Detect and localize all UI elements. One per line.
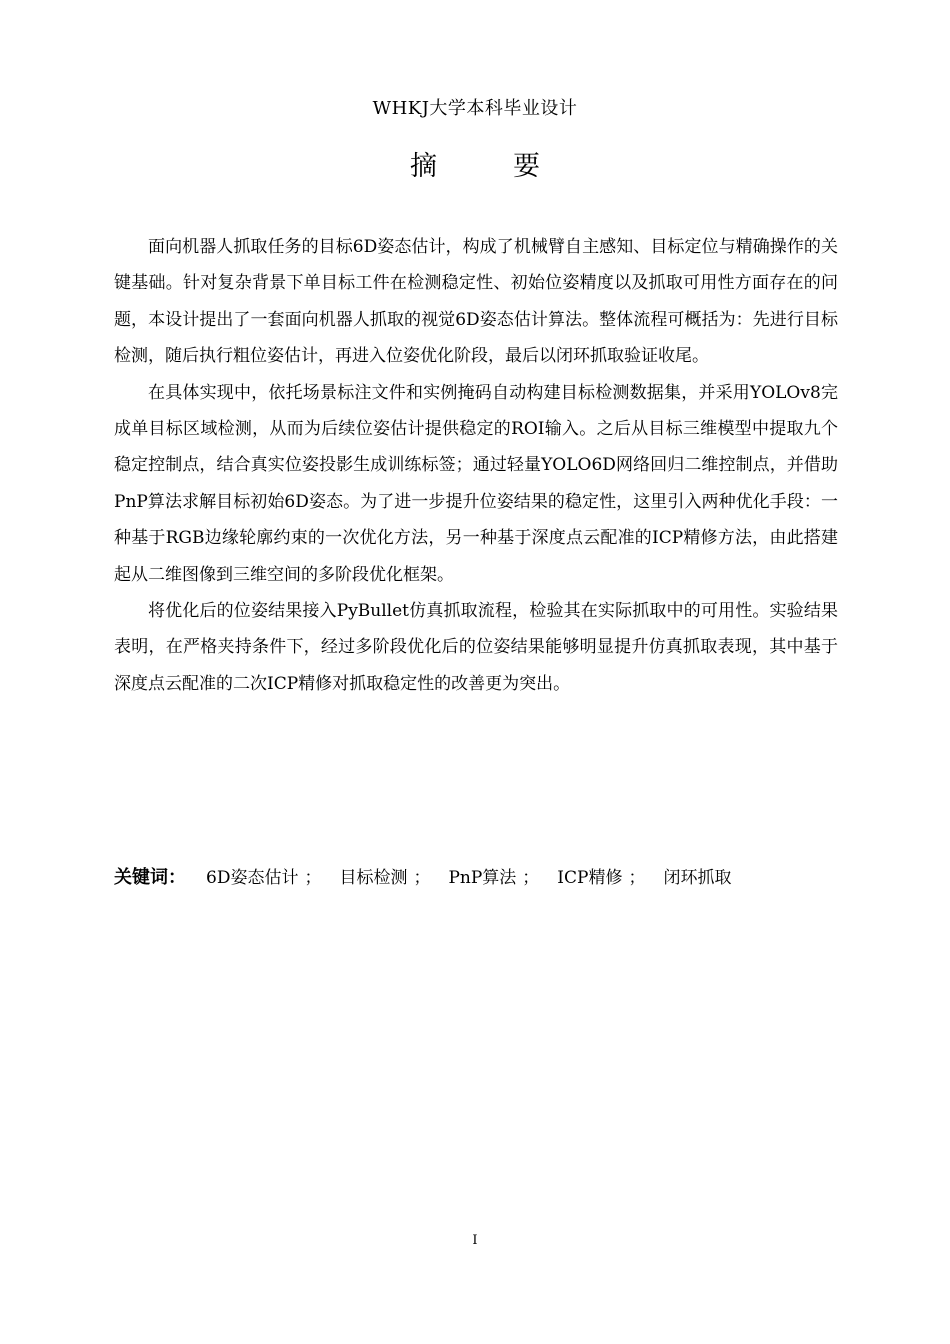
keywords-line <box>114 863 838 893</box>
abstract-title <box>0 144 950 183</box>
keywords-label: 关键词： <box>114 867 186 888</box>
abstract-paragraph-2: 在具体实现中，依托场景标注文件和实例掩码自动构建目标检测数据集，并采用YOLOv8完成单目标区域检测，从而为后续位姿估计提供稳定的ROI输入。之后从目标三维模型中提取九个稳定控制点，结合真实位姿投影生成训练标签；通过轻量YOLO6D网络回归二维控制点，并借助PnP算法求解目标初始6D姿态。为了进一步提升位姿结果的稳定性，这里引入两种优化手段：一种基于RGB边缘轮廓约束的一次优化方法，另一种基于深度点云配准的ICP精修方法，由此搭建起从二维图像到三维空间的多阶段优化框架。 <box>114 382 838 585</box>
abstract-paragraph-3: 将优化后的位姿结果接入PyBullet仿真抓取流程，检验其在实际抓取中的可用性。实验结果表明，在严格夹持条件下，经过多阶段优化后的位姿结果能够明显提升仿真抓取表现，其中基于深度点云配准的二次ICP精修对抓取稳定性的改善更为突出。 <box>114 601 838 694</box>
abstract-body <box>114 229 838 702</box>
keyword-separator: ； <box>304 868 322 888</box>
abstract-paragraph-1: 面向机器人抓取任务的目标6D姿态估计，构成了机械臂自主感知、目标定位与精确操作的关键基础。针对复杂背景下单目标工件在检测稳定性、初始位姿精度以及抓取可用性方面存在的问题，本设计提出了一套面向机器人抓取的视觉6D姿态估计算法。整体流程可概括为：先进行目标检测，随后执行粗位姿估计，再进入位姿优化阶段，最后以闭环抓取验证收尾。 <box>114 237 838 367</box>
keyword-separator: ； <box>628 868 646 888</box>
keyword-separator: ； <box>522 868 540 888</box>
document-header: WHKJ大学本科毕业设计 <box>372 98 578 119</box>
keyword-item: ICP精修 <box>557 868 623 888</box>
page-number: I <box>472 1233 478 1248</box>
keyword-item: 6D姿态估计 <box>206 868 299 888</box>
abstract-title-char-2: 要 <box>513 151 540 182</box>
keyword-item: PnP算法 <box>448 868 517 888</box>
keyword-separator: ； <box>413 868 431 888</box>
keyword-item: 闭环抓取 <box>663 868 732 888</box>
abstract-title-char-1: 摘 <box>410 151 437 182</box>
keyword-item: 目标检测 <box>339 868 408 888</box>
